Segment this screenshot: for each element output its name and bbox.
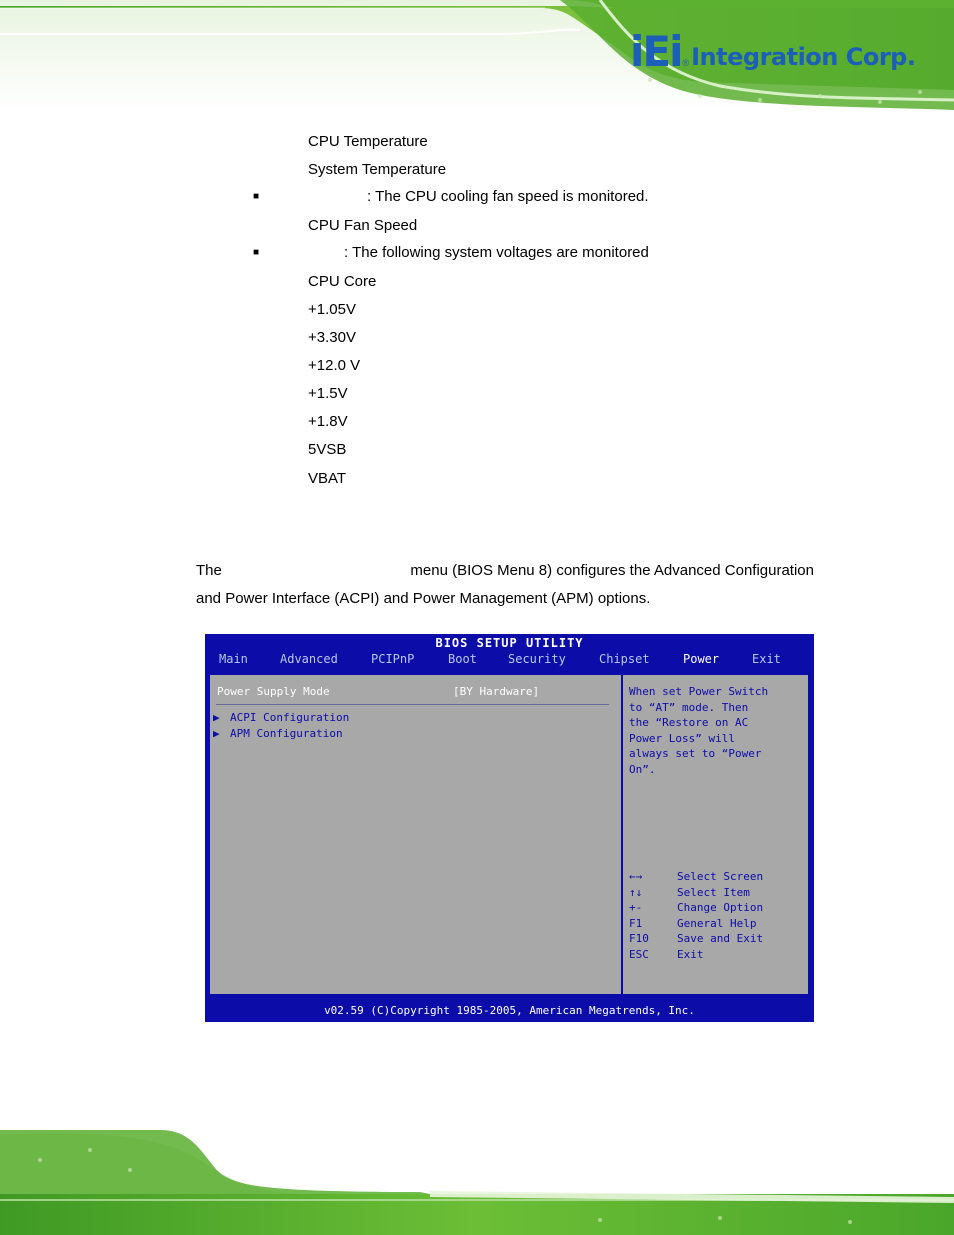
key-action: Save and Exit — [677, 932, 764, 946]
bios-screen — [205, 634, 814, 1022]
power-supply-mode-value[interactable]: [BY Hardware] — [453, 685, 540, 698]
power-supply-mode-label[interactable]: Power Supply Mode — [217, 685, 330, 698]
bios-title: BIOS SETUP UTILITY — [435, 636, 584, 650]
bios-menu-security[interactable]: Security — [508, 652, 566, 666]
temp-item-cpu: CPU Temperature — [308, 133, 428, 150]
submenu-arrow-icon: ▶ — [213, 711, 220, 724]
para-line1-right: menu (BIOS Menu 8) configures the Advanced Configuration — [410, 562, 814, 579]
bios-menu-bar — [205, 651, 814, 667]
voltage-description: : The following system voltages are monitored — [344, 244, 649, 261]
key-legend-row — [629, 900, 763, 916]
key-action: Select Screen — [677, 870, 764, 883]
para-line2: and Power Interface (ACPI) and Power Management (APM) options. — [196, 590, 651, 607]
para-line1-left: The — [196, 562, 222, 579]
bios-menu-main[interactable]: Main — [219, 652, 248, 666]
bios-menu-exit[interactable]: Exit — [752, 652, 781, 666]
key-label: ESC — [629, 947, 649, 961]
key-action: Change Option — [677, 901, 764, 915]
bios-copyright-footer: v02.59 (C)Copyright 1985-2005, American Megatrends, Inc. — [324, 1004, 695, 1017]
key-legend-row — [629, 916, 763, 932]
fan-item-cpu: CPU Fan Speed — [308, 217, 418, 234]
bios-panel-divider — [621, 675, 623, 994]
logo-iei-text: iEi — [630, 27, 682, 76]
voltage-item: CPU Core — [308, 273, 377, 290]
key-action: Select Item — [677, 885, 750, 899]
key-action: General Help — [677, 916, 757, 930]
submenu-apm-configuration[interactable]: APM Configuration — [230, 727, 343, 740]
key-label: +- — [629, 901, 643, 915]
key-label: F10 — [629, 932, 649, 946]
key-legend-row — [629, 885, 763, 901]
footer-circuit-art — [0, 1130, 954, 1235]
iei-logo — [630, 28, 915, 74]
voltage-item: VBAT — [308, 470, 347, 487]
bios-menu-advanced[interactable]: Advanced — [280, 652, 338, 666]
voltage-item: +1.5V — [308, 385, 348, 402]
logo-registered-mark: ® — [682, 58, 690, 68]
key-label: F1 — [629, 916, 643, 930]
arrow-up-down-icon: ↑↓ — [629, 885, 643, 899]
bios-menu-boot[interactable]: Boot — [448, 652, 477, 666]
key-legend-row — [629, 947, 763, 963]
submenu-acpi-configuration[interactable]: ACPI Configuration — [230, 711, 350, 724]
intro-paragraph — [196, 562, 814, 608]
key-legend-row — [629, 869, 763, 885]
bios-menu-chipset[interactable]: Chipset — [599, 652, 650, 666]
bullet-icon: ■ — [253, 191, 260, 202]
bios-key-legend — [629, 869, 763, 963]
bios-menu-pcipnp[interactable]: PCIPnP — [371, 652, 415, 666]
temp-item-system: System Temperature — [308, 161, 447, 178]
bios-menu-power[interactable]: Power — [683, 652, 720, 666]
arrow-left-right-icon: ←→ — [629, 870, 643, 883]
voltage-item: +1.8V — [308, 413, 348, 430]
key-legend-row — [629, 931, 763, 947]
page-header — [0, 0, 954, 112]
voltage-item: +3.30V — [308, 329, 356, 346]
bios-help-text: When set Power Switch to “AT” mode. Then the “Restore on AC Power Loss” will always set to “Power On”. — [629, 685, 769, 776]
logo-corp-text: Integration Corp. — [691, 43, 916, 71]
key-action: Exit — [677, 947, 704, 961]
voltage-item: +1.05V — [308, 301, 356, 318]
voltage-item: 5VSB — [308, 441, 347, 458]
fan-speed-description: : The CPU cooling fan speed is monitored. — [367, 188, 649, 205]
voltage-item: +12.0 V — [308, 357, 361, 374]
submenu-arrow-icon: ▶ — [213, 727, 220, 740]
bios-main-panel — [208, 673, 810, 996]
bios-separator — [216, 704, 609, 705]
bullet-icon: ■ — [253, 247, 260, 258]
